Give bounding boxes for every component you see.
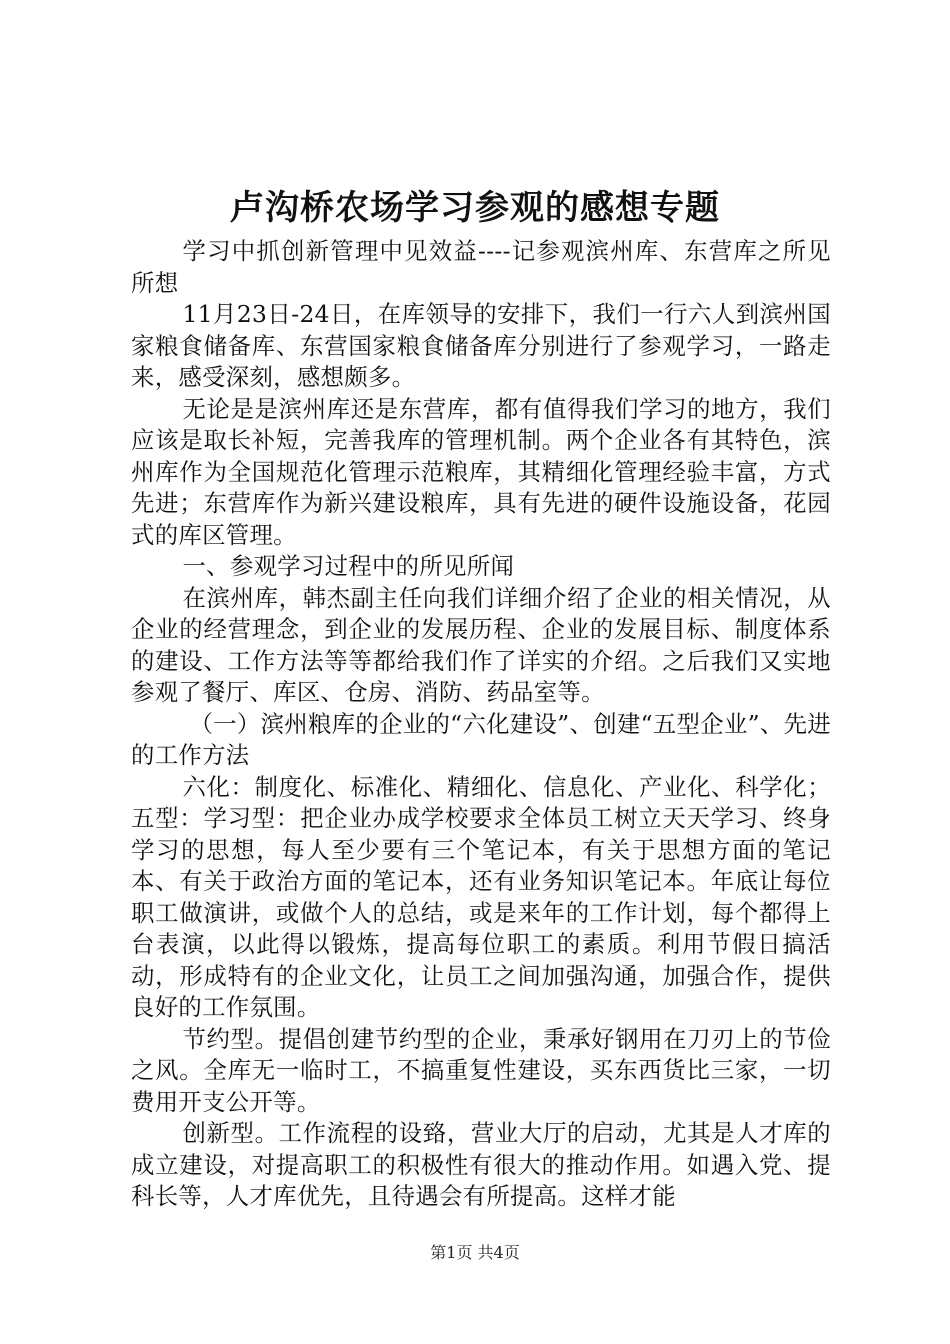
document-body [131, 236, 831, 1213]
page-number-footer: 第1页 共4页 [430, 1243, 520, 1262]
subsection-heading: （一）滨州粮库的企业的“六化建设”、创建“五型企业”、先进的工作方法 [131, 709, 831, 769]
section-heading: 一、参观学习过程中的所见所闻 [182, 552, 515, 580]
paragraph: 六化：制度化、标准化、精细化、信息化、产业化、科学化；五型：学习型：把企业办成学校要求全体员工树立天天学习、终身学习的思想，每人至少要有三个笔记本，有关于思想方面的笔记本、有关于政治方面的笔记本，还有业务知识笔记本。年底让每位职工做演讲，或做个人的总结，或是来年的工作计划，每个都得上台表演，以此得以锻炼，提高每位职工的素质。利用节假日搞活动，形成特有的企业文化，让员工之间加强沟通，加强合作，提供良好的工作氛围。 [131, 772, 831, 1021]
document-title: 卢沟桥农场学习参观的感想专题 [230, 188, 720, 228]
paragraph-subtitle: 学习中抓创新管理中见效益----记参观滨州库、东营库之所见所想 [131, 237, 831, 297]
paragraph: 无论是是滨州库还是东营库，都有值得我们学习的地方，我们应该是取长补短，完善我库的管理机制。两个企业各有其特色，滨州库作为全国规范化管理示范粮库，其精细化管理经验丰富，方式先进；东营库作为新兴建设粮库，具有先进的硬件设施设备，花园式的库区管理。 [131, 394, 831, 549]
paragraph: 创新型。工作流程的设臵，营业大厅的启动，尤其是人才库的成立建设，对提高职工的积极性有很大的推动作用。如遇入党、提科长等，人才库优先，且待遇会有所提高。这样才能 [131, 1119, 831, 1210]
paragraph: 在滨州库，韩杰副主任向我们详细介绍了企业的相关情况，从企业的经营理念，到企业的发展历程、企业的发展目标、制度体系的建设、工作方法等等都给我们作了详实的介绍。之后我们又实地参观了餐厅、库区、仓房、消防、药品室等。 [131, 583, 831, 706]
paragraph: 11月23日-24日，在库领导的安排下，我们一行六人到滨州国家粮食储备库、东营国家粮食储备库分别进行了参观学习，一路走来，感受深刻，感想颇多。 [131, 300, 831, 391]
paragraph: 节约型。提倡创建节约型的企业，秉承好钢用在刀刃上的节俭之风。全库无一临时工，不搞重复性建设，买东西货比三家，一切费用开支公开等。 [131, 1024, 831, 1116]
